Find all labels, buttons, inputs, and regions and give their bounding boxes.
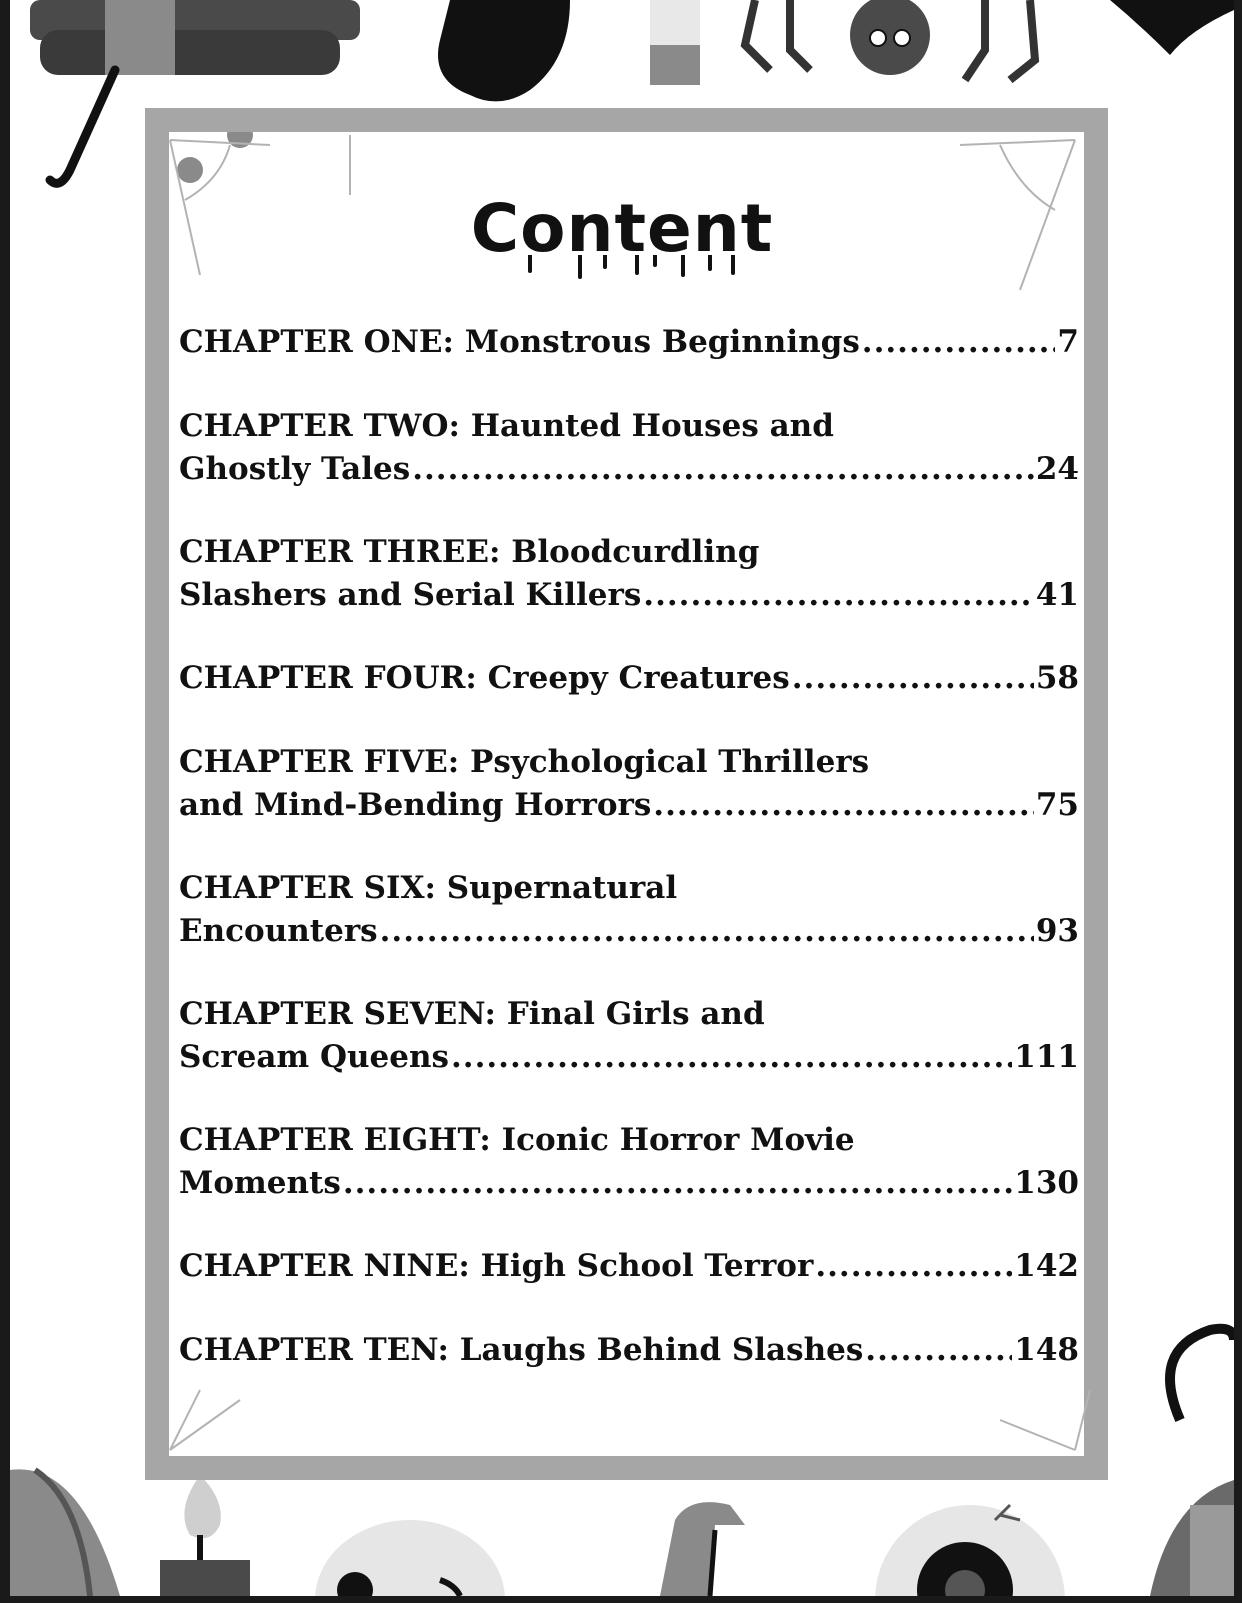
leader-dots [815,1245,1012,1288]
toc-entry-4[interactable] [179,657,1079,700]
page-number: 93 [1035,913,1079,949]
chapter-title: CHAPTER SIX: Supernatural [179,870,678,906]
toc-entry-10[interactable] [179,1329,1079,1372]
toc-entry-1[interactable] [179,321,1079,364]
chapter-title-cont: Scream Queens [179,1039,449,1075]
chapter-title: CHAPTER FOUR: Creepy Creatures [179,660,790,696]
toc-entry-5[interactable] [179,741,1079,827]
toc-entry-8[interactable] [179,1119,1079,1205]
leader-dots [412,448,1034,491]
chapter-title: CHAPTER TWO: Haunted Houses and [179,408,834,444]
leader-dots [380,910,1034,953]
page-number: 142 [1014,1248,1079,1284]
leader-dots [862,321,1056,364]
leader-dots [792,657,1034,700]
page-number: 7 [1057,324,1079,360]
chapter-title-cont: Encounters [179,913,378,949]
toc-page [10,0,1234,1596]
chapter-title: CHAPTER ONE: Monstrous Beginnings [179,324,860,360]
leader-dots [343,1162,1012,1205]
toc-entry-6[interactable] [179,867,1079,953]
chapter-title: CHAPTER TEN: Laughs Behind Slashes [179,1332,864,1368]
page-number: 75 [1035,787,1079,823]
chapter-title-cont: Slashers and Serial Killers [179,577,642,613]
leader-dots [653,784,1034,827]
chapter-title: CHAPTER THREE: Bloodcurdling [179,534,760,570]
toc-entry-9[interactable] [179,1245,1079,1288]
chapter-title: CHAPTER EIGHT: Iconic Horror Movie [179,1122,855,1158]
page-number: 130 [1014,1165,1079,1201]
page-number: 41 [1035,577,1079,613]
drip-icon [505,255,755,285]
chapter-title: CHAPTER SEVEN: Final Girls and [179,996,765,1032]
leader-dots [451,1036,1012,1079]
page-number: 111 [1014,1039,1079,1075]
page-number: 58 [1035,660,1079,696]
toc-entry-3[interactable] [179,531,1079,617]
chapter-title-cont: Ghostly Tales [179,451,411,487]
toc-entry-7[interactable] [179,993,1079,1079]
leader-dots [643,574,1034,617]
leader-dots [865,1329,1012,1372]
chapter-title: CHAPTER FIVE: Psychological Thrillers [179,744,870,780]
page-number: 24 [1035,451,1079,487]
chapter-title-cont: and Mind-Bending Horrors [179,787,652,823]
chapter-title-cont: Moments [179,1165,341,1201]
page-number: 148 [1014,1332,1079,1368]
page-title: Content [470,190,774,267]
chapter-title: CHAPTER NINE: High School Terror [179,1248,814,1284]
toc-entry-2[interactable] [179,405,1079,491]
